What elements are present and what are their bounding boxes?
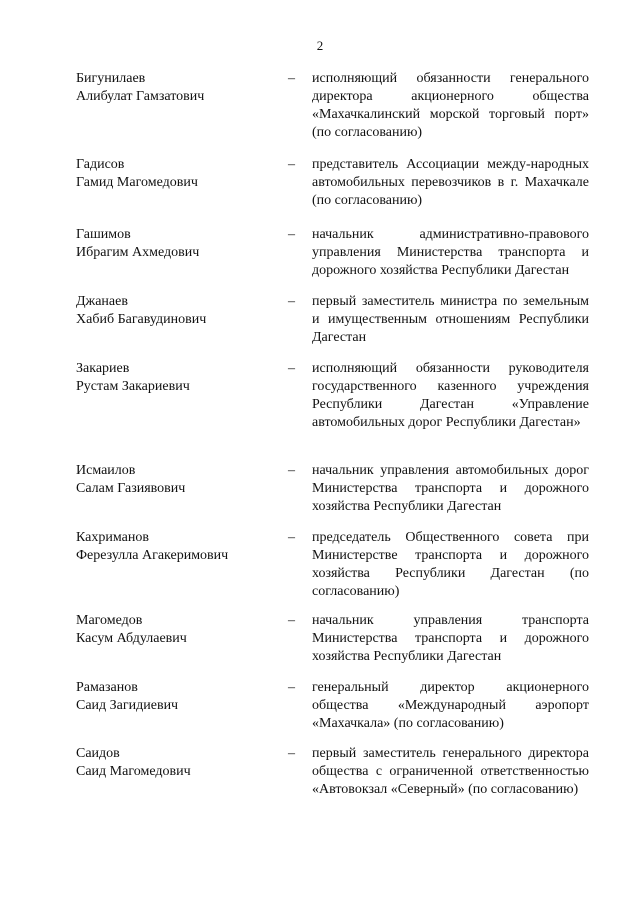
person-given-name: Рустам Закариевич [76, 379, 190, 394]
person-position: первый заместитель генерального директора общества с ограниченной ответственностью «Автовокзал «Северный» (по согласованию) [312, 746, 589, 797]
person-surname: Бигунилаев [76, 71, 146, 86]
person-surname: Гадисов [76, 157, 125, 172]
person-surname: Закариев [76, 361, 130, 376]
person-surname: Джанаев [76, 294, 128, 309]
dash-separator: – [288, 361, 295, 376]
person-name [76, 293, 281, 329]
person-name [76, 745, 281, 781]
person-given-name: Ибрагим Ахмедович [76, 245, 200, 260]
person-given-name: Гамид Магомедович [76, 175, 198, 190]
person-name [76, 70, 281, 106]
person-position: генеральный директор акционерного общества «Международный аэропорт «Махачкала» (по согласованию) [312, 680, 589, 731]
dash-separator: – [288, 227, 295, 242]
person-given-name: Хабиб Багавудинович [76, 312, 207, 327]
person-surname: Исмаилов [76, 463, 136, 478]
dash-separator: – [288, 746, 295, 761]
person-position: начальник административно-правового управления Министерства транспорта и дорожного хозяйства Республики Дагестан [312, 227, 589, 278]
person-name [76, 156, 281, 192]
person-surname: Саидов [76, 746, 120, 761]
person-position: первый заместитель министра по земельным и имущественным отношениям Республики Дагестан [312, 294, 589, 345]
person-name [76, 226, 281, 262]
dash-separator: – [288, 530, 295, 545]
person-surname: Рамазанов [76, 680, 138, 695]
person-given-name: Саид Загидиевич [76, 698, 179, 713]
dash-separator: – [288, 157, 295, 172]
person-position: представитель Ассоциации между-народных автомобильных перевозчиков в г. Махачкале (по согласованию) [312, 157, 589, 208]
person-given-name: Салам Газиявович [76, 481, 186, 496]
person-surname: Гашимов [76, 227, 131, 242]
person-name [76, 679, 281, 715]
dash-separator: – [288, 613, 295, 628]
person-given-name: Алибулат Гамзатович [76, 89, 205, 104]
dash-separator: – [288, 463, 295, 478]
person-position: председатель Общественного совета при Министерстве транспорта и дорожного хозяйства Республики Дагестан (по согласованию) [312, 530, 589, 599]
person-position: исполняющий обязанности генерального директора акционерного общества «Махачкалинский морской торговый порт» (по согласованию) [312, 71, 589, 140]
person-name [76, 360, 281, 396]
person-surname: Магомедов [76, 613, 143, 628]
person-position: начальник управления автомобильных дорог Министерства транспорта и дорожного хозяйства Республики Дагестан [312, 463, 589, 514]
dash-separator: – [288, 71, 295, 86]
person-name [76, 462, 281, 498]
person-position: исполняющий обязанности руководителя государственного казенного учреждения Республики Дагестан «Управление автомобильных дорог Республики Дагестан» [312, 361, 589, 430]
person-name [76, 529, 281, 565]
dash-separator: – [288, 680, 295, 695]
person-given-name: Саид Магомедович [76, 764, 191, 779]
person-given-name: Ферезулла Агакеримович [76, 548, 229, 563]
page-number: 2 [316, 38, 324, 53]
dash-separator: – [288, 294, 295, 309]
person-given-name: Касум Абдулаевич [76, 631, 187, 646]
person-position: начальник управления транспорта Министерства транспорта и дорожного хозяйства Республики Дагестан [312, 613, 589, 664]
person-surname: Кахриманов [76, 530, 149, 545]
person-name [76, 612, 281, 648]
